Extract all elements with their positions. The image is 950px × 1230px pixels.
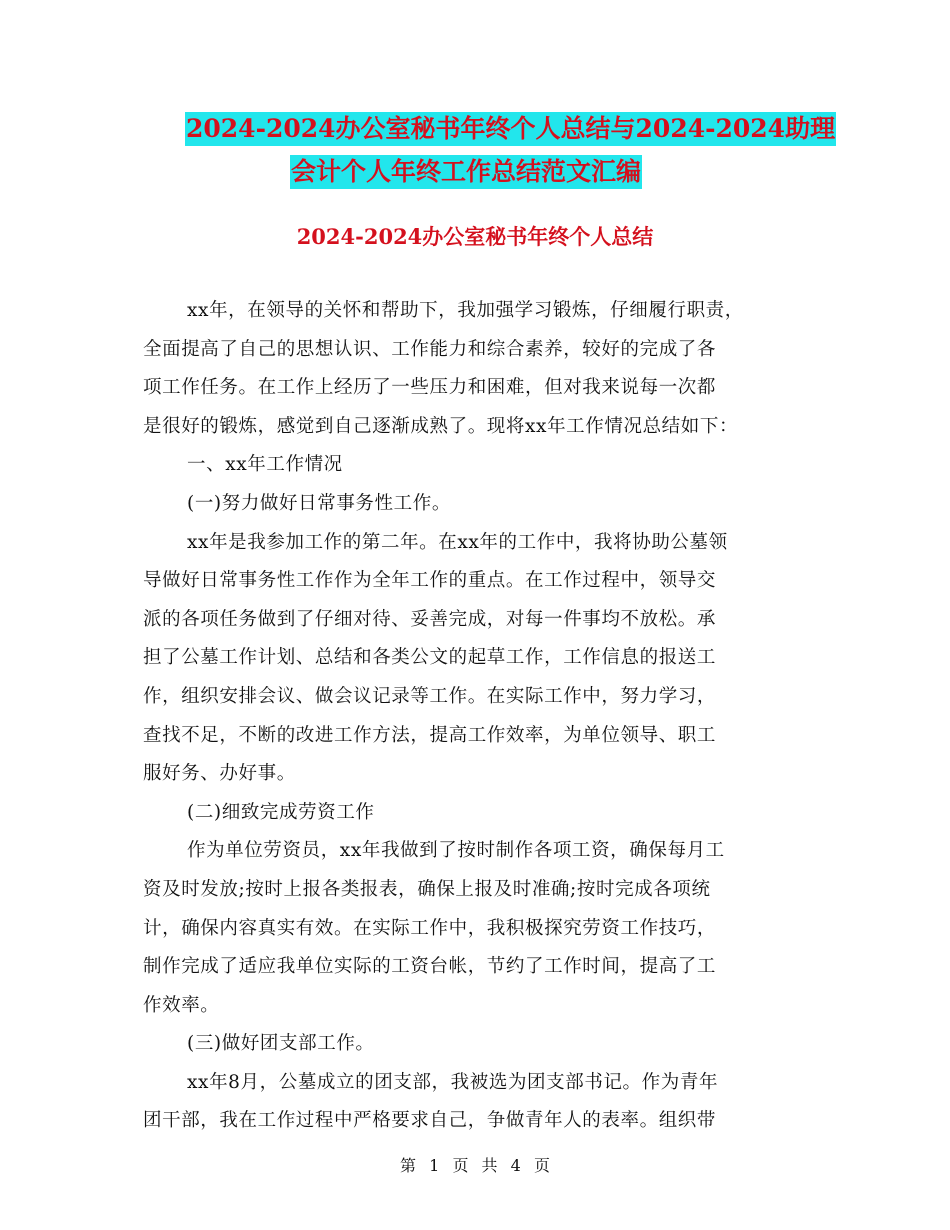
body-line: (一)努力做好日常事务性工作。 — [187, 492, 451, 514]
body-line: 查找不足，不断的改进工作方法，提高工作效率，为单位领导、职工 — [143, 724, 717, 746]
body-line: xx年，在领导的关怀和帮助下，我加强学习锻炼，仔细履行职责， — [187, 300, 744, 321]
body-line: 导做好日常事务性工作作为全年工作的重点。在工作过程中，领导交 — [143, 570, 717, 592]
body-line: 资及时发放;按时上报各类报表，确保上报及时准确;按时完成各项统 — [143, 878, 711, 900]
body-line: 制作完成了适应我单位实际的工资台帐，节约了工作时间，提高了工 — [143, 956, 717, 978]
title-line-1: 2024-2024办公室秘书年终个人总结与2024-2024助理 — [185, 112, 836, 146]
body-line: 作，组织安排会议、做会议记录等工作。在实际工作中，努力学习， — [143, 685, 717, 707]
footer-total-pages: 4 — [510, 1156, 521, 1175]
body-line: 是很好的锻炼，感觉到自己逐渐成熟了。现将xx年工作情况总结如下： — [143, 415, 739, 437]
body-line: xx年8月，公墓成立的团支部，我被选为团支部书记。作为青年 — [187, 1071, 719, 1093]
body-line: 担了公墓工作计划、总结和各类公文的起草工作，工作信息的报送工 — [143, 647, 717, 669]
footer-label-page-end: 页 — [533, 1156, 550, 1175]
title-line-2: 会计个人年终工作总结范文汇编 — [290, 155, 642, 189]
body-line: 团干部，我在工作过程中严格要求自己，争做青年人的表率。组织带 — [143, 1110, 717, 1132]
footer-current-page: 1 — [429, 1156, 440, 1175]
body-line: 一、xx年工作情况 — [187, 454, 343, 476]
footer-label-page: 第 — [400, 1156, 417, 1175]
body-line: 计，确保内容真实有效。在实际工作中，我积极探究劳资工作技巧， — [143, 917, 717, 939]
body-line: 服好务、办好事。 — [143, 763, 296, 785]
body-line: 派的各项任务做到了仔细对待、妥善完成，对每一件事均不放松。承 — [143, 608, 717, 630]
body-line: 全面提高了自己的思想认识、工作能力和综合素养，较好的完成了各 — [143, 338, 717, 360]
body-line: xx年是我参加工作的第二年。在xx年的工作中，我将协助公墓领 — [187, 531, 728, 553]
body-line: 作为单位劳资员，xx年我做到了按时制作各项工资，确保每月工 — [187, 840, 725, 862]
body-text — [143, 292, 813, 1141]
page-footer — [0, 1155, 950, 1177]
footer-label-total: 共 — [481, 1156, 498, 1175]
body-line: (三)做好团支部工作。 — [187, 1033, 375, 1055]
footer-label-of: 页 — [452, 1156, 469, 1175]
body-line: (二)细致完成劳资工作 — [187, 801, 375, 823]
body-line: 作效率。 — [143, 994, 220, 1016]
body-line: 项工作任务。在工作上经历了一些压力和困难，但对我来说每一次都 — [143, 377, 717, 399]
section-title: 2024-2024办公室秘书年终个人总结 — [296, 224, 654, 249]
